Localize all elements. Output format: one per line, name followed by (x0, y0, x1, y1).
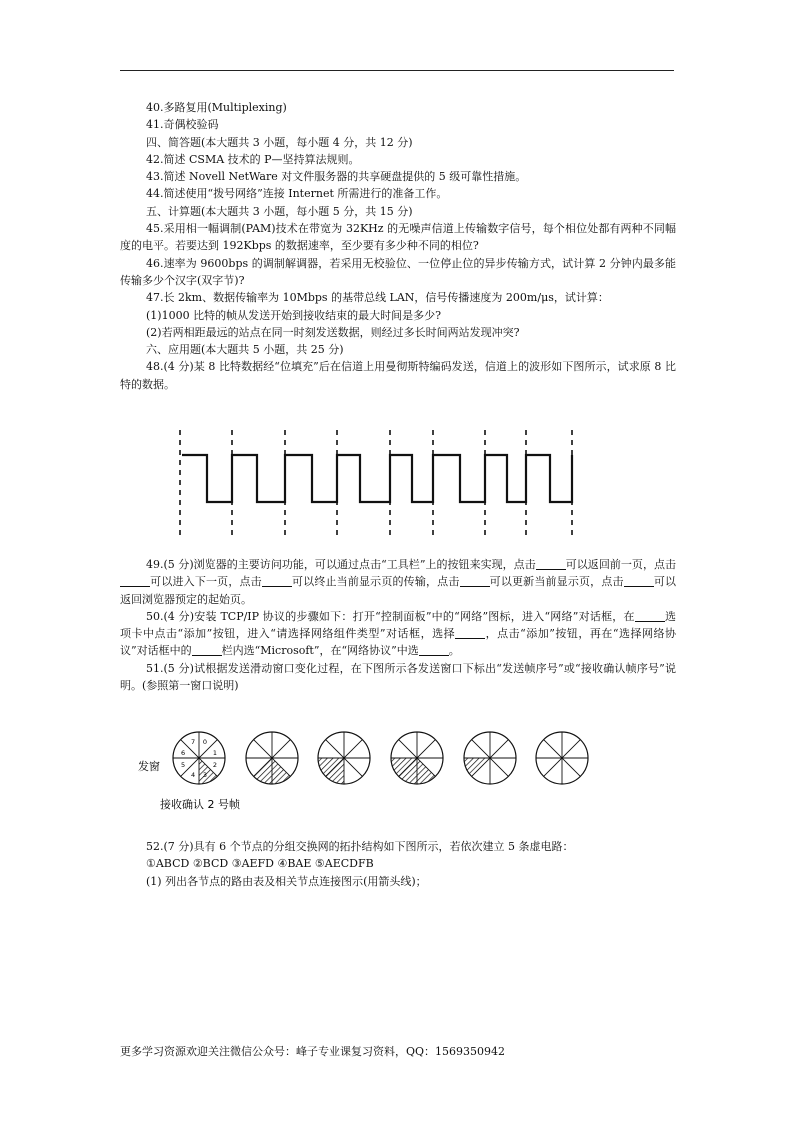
question-52: 52.(7 分)具有 6 个节点的分组交换网的拓扑结构如下图所示，若依次建立 5 条虚电路： (146, 840, 574, 853)
answer-blank[interactable] (192, 644, 222, 656)
manchester-waveform-figure (172, 425, 582, 540)
section-4-heading: 四、简答题(本大题共 3 小题，每小题 4 分，共 12 分) (146, 135, 413, 149)
answer-blank[interactable] (419, 644, 449, 656)
sector-number: 1 (212, 749, 218, 757)
ack-frame-label: 接收确认 2 号帧 (160, 798, 240, 811)
answer-blank[interactable] (635, 610, 665, 622)
question-47-part2: (2)若两相距最远的站点在同一时刻发送数据，则经过多长时间两站发现冲突? (146, 325, 520, 339)
window-wheel-4 (391, 732, 443, 784)
sector-number: 5 (180, 761, 186, 769)
sector-number: 0 (202, 738, 208, 746)
footer-note: 更多学习资源欢迎关注微信公众号：峰子专业课复习资料，QQ：1569350942 (120, 1045, 506, 1058)
sector-number: 2 (212, 761, 218, 769)
question-47-part1: (1)1000 比特的帧从发送开始到接收结束的最大时间是多少? (146, 308, 441, 322)
item-40: 40.多路复用(Multiplexing) (146, 101, 287, 114)
send-window-label: 发窗 (138, 760, 160, 773)
question-42: 42.简述 CSMA 技术的 P—坚持算法规则。 (146, 152, 360, 166)
question-43: 43.简述 Novell NetWare 对文件服务器的共享硬盘提供的 5 级可靠性措施。 (146, 170, 527, 184)
answer-blank[interactable] (262, 575, 292, 587)
answer-blank[interactable] (536, 558, 566, 570)
window-wheel-5 (464, 732, 516, 784)
sector-number: 7 (190, 738, 196, 746)
question-48: 48.(4 分)某 8 比特数据经“位填充”后在信道上用曼彻斯特编码发送，信道上的波形如下图所示，试求原 8 比特的数据。 (120, 360, 676, 391)
window-wheel-3 (318, 732, 370, 784)
sector-number: 3 (202, 771, 208, 779)
question-52-part1: (1) 列出各节点的路由表及相关节点连接图示(用箭头线)； (146, 874, 427, 888)
sector-number: 4 (190, 771, 196, 779)
virtual-circuits: ①ABCD ②BCD ③AEFD ④BAE ⑤AECDFB (146, 857, 374, 871)
window-wheel-2 (246, 732, 298, 784)
answer-blank[interactable] (455, 627, 485, 639)
header-rule (120, 70, 674, 71)
section-5-heading: 五、计算题(本大题共 3 小题，每小题 5 分，共 15 分) (146, 204, 413, 218)
question-50: 50.(4 分)安装 TCP/IP 协议的步骤如下：打开“控制面板”中的“网络”图标，进入“网络”对话框，在 选项卡中点击“添加”按钮，进入“请选择网络组件类型”对话框，选择 ，点击“添加”按钮，再在“选择网络协议”对话框中的 栏内选“Microsoft”，在“网络协议”中选 。 (120, 609, 676, 658)
question-49-50-51 (120, 556, 676, 694)
sliding-window-figure (128, 720, 628, 820)
answer-blank[interactable] (460, 575, 490, 587)
window-wheel-6 (536, 732, 588, 784)
answer-blank[interactable] (624, 575, 654, 587)
question-49: 49.(5 分)浏览器的主要访问功能，可以通过点击“工具栏”上的按钮来实现，点击 可以返回前一页，点击可以进入下一页，点击 可以终止当前显示页的传输，点击 可以更新当前显示页，点击 可以返回浏览器预定的起始页。 (120, 558, 677, 606)
question-46: 46.速率为 9600bps 的调制解调器，若采用无校验位、一位停止位的异步传输方式，试计算 2 分钟内最多能传输多少个汉字(双字节)? (120, 256, 676, 287)
sector-number: 6 (180, 749, 186, 757)
manchester-signal (182, 455, 572, 502)
question-44: 44.简述使用“拨号网络”连接 Internet 所需进行的准备工作。 (146, 187, 448, 201)
section-6-heading: 六、应用题(本大题共 5 小题，共 25 分) (146, 343, 344, 357)
question-45: 45.采用相一幅调制(PAM)技术在带宽为 32KHz 的无噪声信道上传输数字信号，每个相位处都有两种不同幅度的电平。若要达到 192Kbps 的数据速率，至少要有多少种不同的相位? (120, 222, 676, 253)
item-41: 41.奇偶校验码 (146, 118, 219, 132)
question-47: 47.长 2km、数据传输率为 10Mbps 的基带总线 LAN，信号传播速度为 200m/μs，试计算： (146, 291, 609, 305)
question-51: 51.(5 分)试根据发送滑动窗口变化过程，在下图所示各发送窗口下标出“发送帧序号”或“接收确认帧序号”说明。(参照第一窗口说明) (120, 661, 676, 693)
question-52-block (120, 838, 676, 890)
window-sector (464, 758, 490, 776)
exam-text (120, 99, 676, 393)
answer-blank[interactable] (120, 575, 150, 587)
window-wheel-1 (173, 732, 225, 784)
